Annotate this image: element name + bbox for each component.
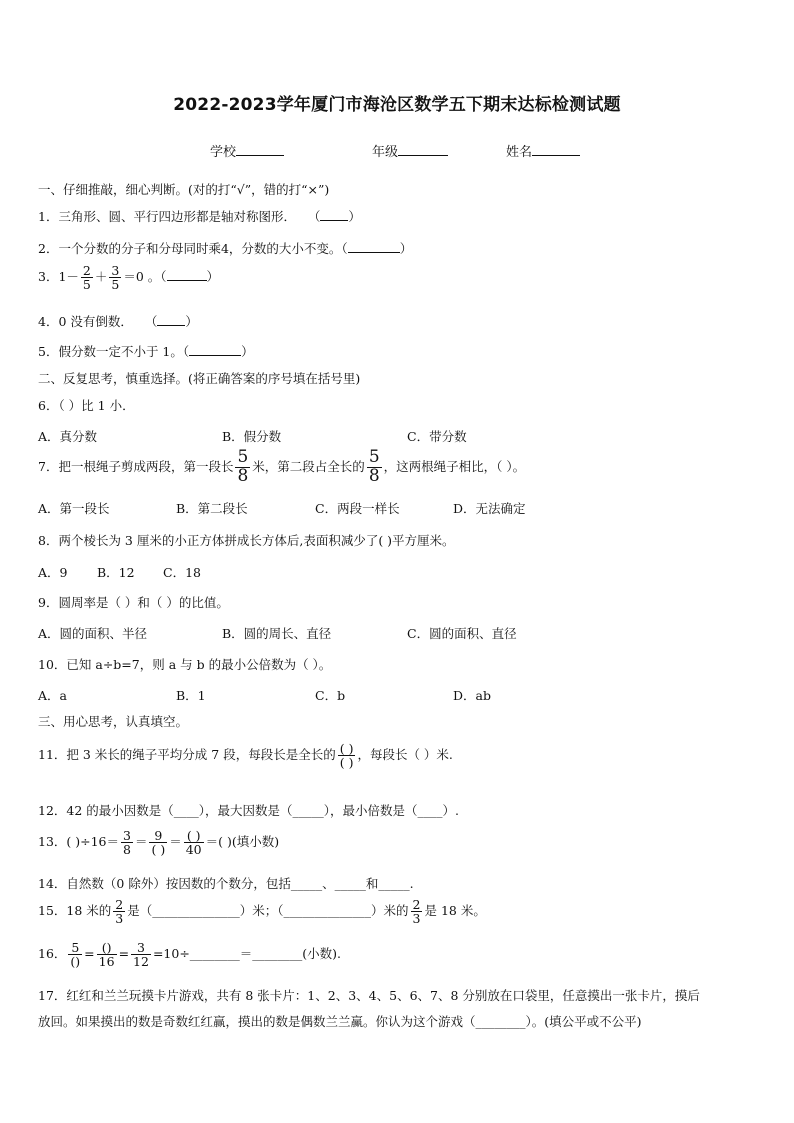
option-a[interactable]: A．9: [38, 565, 68, 580]
fraction: $\frac{5}{8}$: [237, 447, 249, 486]
fraction: $\frac{( )}{( )}$: [339, 741, 354, 771]
option-d[interactable]: D．ab: [453, 688, 491, 703]
option-c[interactable]: C．两段一样长: [315, 501, 400, 516]
option-a[interactable]: A．第一段长: [38, 501, 110, 516]
page-title: 2022-2023学年厦门市海沧区数学五下期末达标检测试题: [173, 95, 621, 115]
answer-blank[interactable]: [157, 313, 185, 326]
grade-label: 年级: [372, 145, 399, 160]
fraction: $\frac{5}{8}$: [368, 447, 380, 486]
option-b[interactable]: B．1: [176, 688, 206, 703]
question-17: 17．红红和兰兰玩摸卡片游戏，共有 8 张卡片：1、2、3、4、5、6、7、8 分别放在口袋里，任意摸出一张卡片，摸后 放回。如果摸出的数是奇数红红赢，摸出的数是偶数兰兰赢。你认为这个游戏（________）。(填公平或不公平): [38, 988, 700, 1029]
name-label: 姓名: [506, 145, 533, 160]
option-c[interactable]: C．18: [163, 565, 201, 580]
question-12: 12．42 的最小因数是（____），最大因数是（_____），最小倍数是（____）.: [38, 803, 460, 818]
question-1: 1．三角形、圆、平行四边形都是轴对称图形． （ ）: [38, 209, 361, 224]
option-c[interactable]: C．圆的面积、直径: [407, 626, 517, 641]
option-a[interactable]: A．圆的面积、半径: [38, 626, 148, 641]
answer-blank[interactable]: [348, 240, 400, 253]
option-b[interactable]: B．圆的周长、直径: [222, 626, 332, 641]
name-field: [506, 141, 580, 160]
fraction: $\frac{3}{8}$: [123, 828, 131, 858]
fraction: $\frac{2}{5}$: [82, 263, 91, 293]
option-a[interactable]: A．真分数: [38, 429, 98, 444]
question-9: 9．圆周率是（ ）和（ ）的比值。: [38, 595, 229, 610]
option-b[interactable]: B．第二段长: [176, 501, 248, 516]
section-2-heading: 二、反复思考，慎重选择。(将正确答案的序号填在括号里): [38, 371, 361, 386]
answer-blank[interactable]: [189, 343, 241, 356]
school-field: [210, 141, 284, 160]
name-blank[interactable]: [532, 141, 580, 156]
grade-blank[interactable]: [398, 141, 448, 156]
answer-blank[interactable]: [320, 208, 348, 221]
question-6: 6．（ ）比 1 小．: [38, 398, 135, 413]
school-blank[interactable]: [236, 141, 284, 156]
school-label: 学校: [210, 145, 237, 160]
question-10: 10．已知 a÷b=7，则 a 与 b 的最小公倍数为（ ）。: [38, 657, 332, 672]
question-5: 5．假分数一定不小于 1。（ ）: [38, 344, 254, 359]
question-2: 2．一个分数的分子和分母同时乘4，分数的大小不变。（ ）: [38, 241, 413, 256]
fraction: $\frac{3}{12}$: [133, 940, 149, 970]
grade-field: [372, 141, 448, 160]
question-14: 14．自然数（0 除外）按因数的个数分，包括_____、_____和_____.: [38, 876, 414, 891]
option-d[interactable]: D．无法确定: [453, 501, 526, 516]
fraction: $\frac{2}{3}$: [412, 897, 421, 927]
question-16: 16． $\frac{5}{()}$ = $\frac{()}{16}$ = $\frac{3}{12}$ =10÷________＝________(小数).: [38, 940, 342, 970]
question-3: 3．1－ $\frac{2}{5}$ ＋ $\frac{3}{5}$ ＝0 。（ ）: [38, 263, 220, 293]
answer-blank[interactable]: [167, 268, 207, 281]
option-c[interactable]: C．b: [315, 688, 346, 703]
fraction: $\frac{()}{16}$: [98, 940, 115, 970]
question-8: 8．两个棱长为 3 厘米的小正方体拼成长方体后,表面积减少了( )平方厘米。: [38, 533, 455, 548]
fraction: $\frac{3}{5}$: [111, 263, 120, 293]
section-1-heading: 一、仔细推敲，细心判断。(对的打“√”，错的打“×”): [38, 182, 330, 197]
fraction: $\frac{9}{( )}$: [151, 828, 166, 858]
option-c[interactable]: C．带分数: [407, 429, 467, 444]
fraction: $\frac{2}{3}$: [115, 897, 124, 927]
question-4: 4．0 没有倒数． （ ）: [38, 314, 198, 329]
fraction: $\frac{( )}{40}$: [185, 828, 202, 858]
option-b[interactable]: B．12: [97, 565, 135, 580]
question-11: 11．把 3 米长的绳子平均分成 7 段，每段长是全长的 $\frac{( )}{( )}$ ，每段长（ ）米.: [38, 741, 453, 771]
question-15: 15．18 米的 $\frac{2}{3}$ 是（______________）米；（______________）米的 $\frac{2}{3}$ 是 18 米。: [38, 897, 486, 927]
question-7: 7．把一根绳子剪成两段，第一段长 $\frac{5}{8}$ 米，第二段占全长的 $\frac{5}{8}$ ，这两根绳子相比，（ ）。: [38, 447, 526, 486]
option-a[interactable]: A．a: [38, 688, 67, 703]
question-13: 13．( )÷16＝ $\frac{3}{8}$ ＝ $\frac{9}{( )}$ ＝ $\frac{( )}{40}$ ＝( )(填小数): [38, 828, 280, 858]
option-b[interactable]: B．假分数: [222, 429, 282, 444]
section-3-heading: 三、用心思考，认真填空。: [38, 714, 189, 729]
fraction: $\frac{5}{()}$: [70, 940, 81, 970]
